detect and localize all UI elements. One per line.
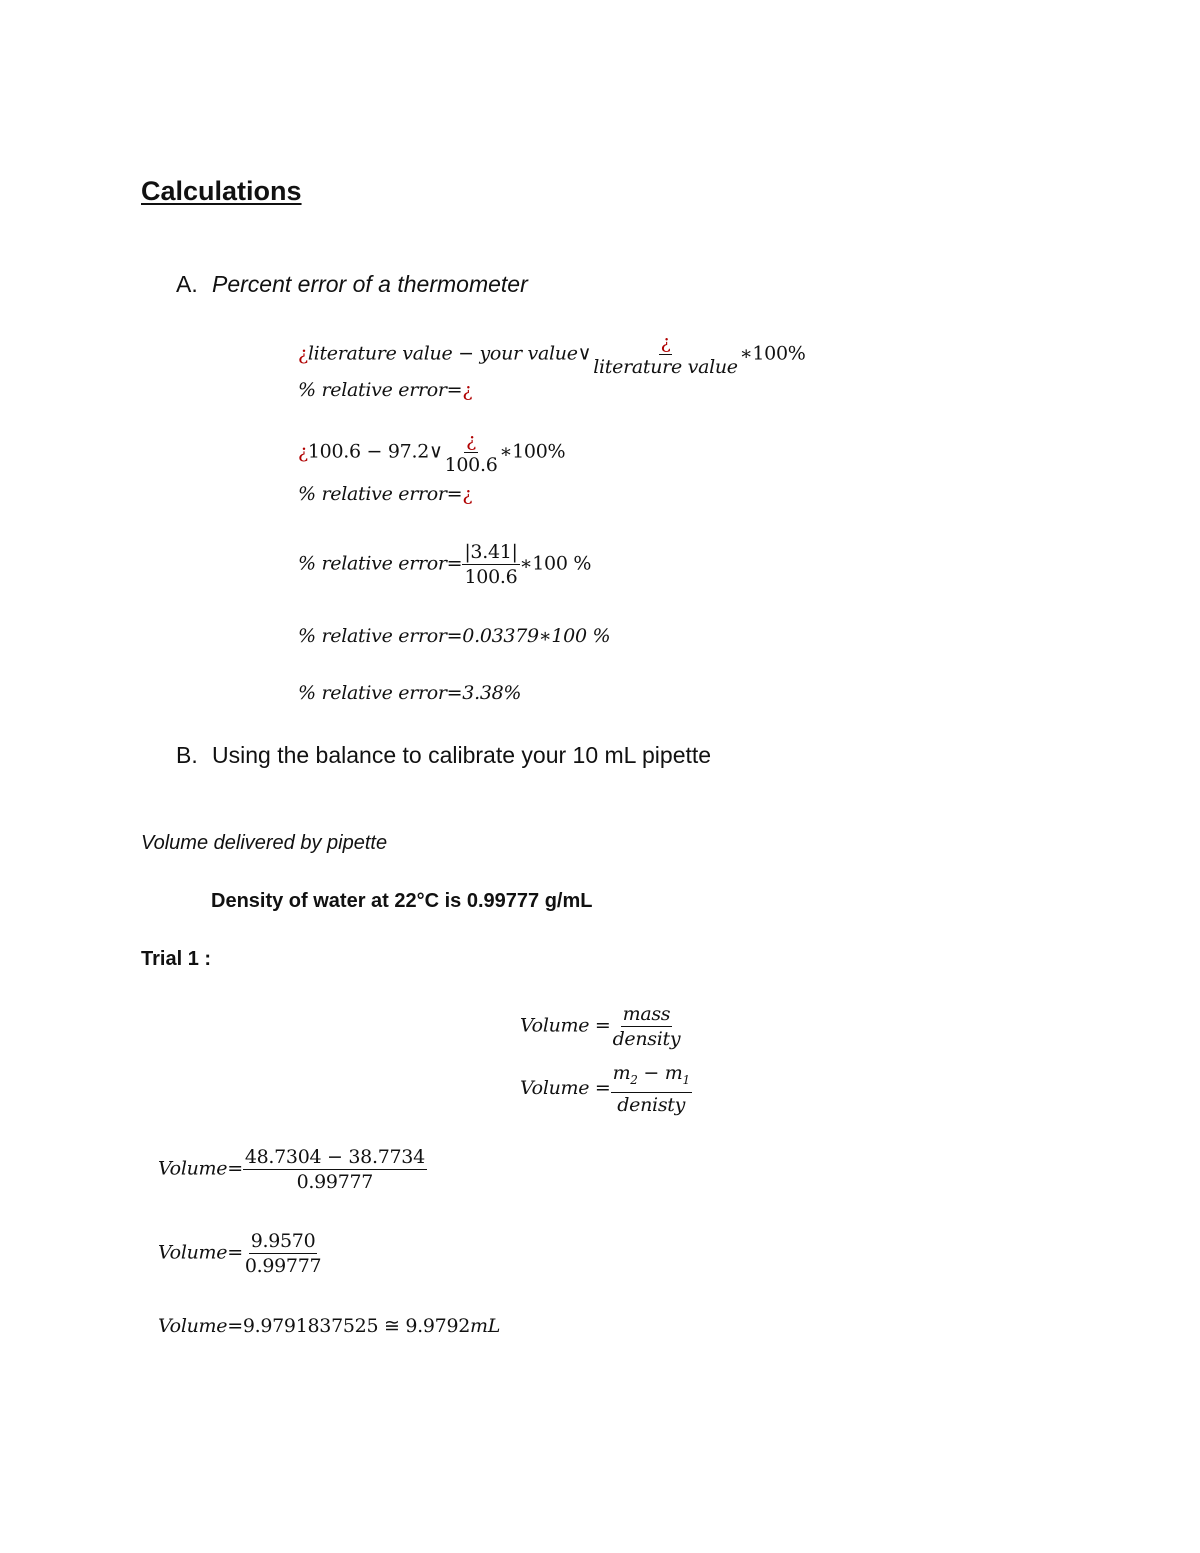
fraction-numerator: ¿ [466,429,476,451]
fraction-denominator: denisty [617,1093,686,1116]
equation-tail: ∗100 % [519,552,592,575]
equation-tail: ∗100% [739,342,806,365]
equation-text: Volume = [520,1076,611,1099]
section-b-heading [176,742,711,769]
section-b-label: B. [176,742,198,768]
section-b-title: Using the balance to calibrate your 10 mL pipette [212,742,712,768]
equation-line-3 [298,428,565,477]
fraction-denominator: 0.99777 [296,1171,374,1193]
fraction-numerator: ¿ [660,331,671,353]
density-note: Density of water at 22°C is 0.99777 g/mL [211,890,593,912]
section-a-title: Percent error of a thermometer [212,271,528,297]
volume-calc-2 [158,1229,323,1278]
fraction-numerator [611,1061,692,1093]
volume-formula-2 [520,1061,692,1117]
mass-symbol: m [612,1062,631,1084]
page-title: Calculations [141,176,302,206]
section-a-heading [176,271,528,298]
equation-line-5 [298,540,591,589]
inverted-question-glyph: ¿ [298,440,308,463]
equation-text: Volume [158,1315,228,1337]
inverted-question-glyph: ¿ [462,483,473,505]
result-value: =9.9791837525 ≅ 9.9792 [227,1315,471,1337]
fraction [443,428,500,477]
equation-line-7: % relative error=3.38% [298,682,522,704]
equation-line-2 [298,379,472,401]
fraction-denominator: literature value [593,356,738,378]
unit: mL [470,1315,501,1337]
fraction [611,1061,692,1117]
volume-result [158,1315,500,1337]
inverted-question-glyph: ¿ [462,379,473,401]
trial-label: Trial 1 : [141,948,212,970]
fraction [462,540,519,589]
fraction-numerator: |3.41| [464,541,518,563]
mass-symbol: m [664,1062,683,1084]
fraction-numerator: 48.7304 − 38.7734 [244,1146,425,1168]
equation-text: % relative error= [298,483,463,505]
equation-line-1 [298,330,806,379]
fraction-denominator: 0.99777 [244,1255,322,1277]
equation-text: Volume = [520,1014,611,1037]
equation-text: % relative error= [298,379,463,401]
volume-heading: Volume delivered by pipette [141,832,388,854]
inverted-question-glyph: ¿ [298,342,308,365]
volume-calc-1 [158,1145,427,1194]
minus-sign: − [637,1062,665,1084]
fraction-denominator: 100.6 [464,566,518,588]
equation-tail: ∗100% [499,440,566,463]
fraction-denominator: 100.6 [444,454,498,476]
equation-text: 100.6 − 97.2∨ [307,440,443,463]
volume-formula-1 [520,1002,682,1051]
fraction [243,1145,427,1194]
fraction-numerator: 9.9570 [250,1230,316,1252]
equation-text: Volume= [158,1157,243,1180]
equation-line-4 [298,483,472,505]
equation-text: % relative error= [298,552,463,575]
equation-line-6: % relative error=0.03379∗100 % [298,625,611,647]
equation-text: literature value − your value∨ [307,342,592,365]
section-a-label: A. [176,271,198,297]
fraction [611,1002,683,1051]
subscript: 1 [682,1072,690,1087]
fraction [591,330,740,379]
subscript: 2 [630,1072,638,1087]
fraction-numerator: mass [622,1003,671,1025]
fraction-denominator: density [612,1028,681,1050]
fraction [243,1229,323,1278]
equation-text: Volume= [158,1241,243,1264]
